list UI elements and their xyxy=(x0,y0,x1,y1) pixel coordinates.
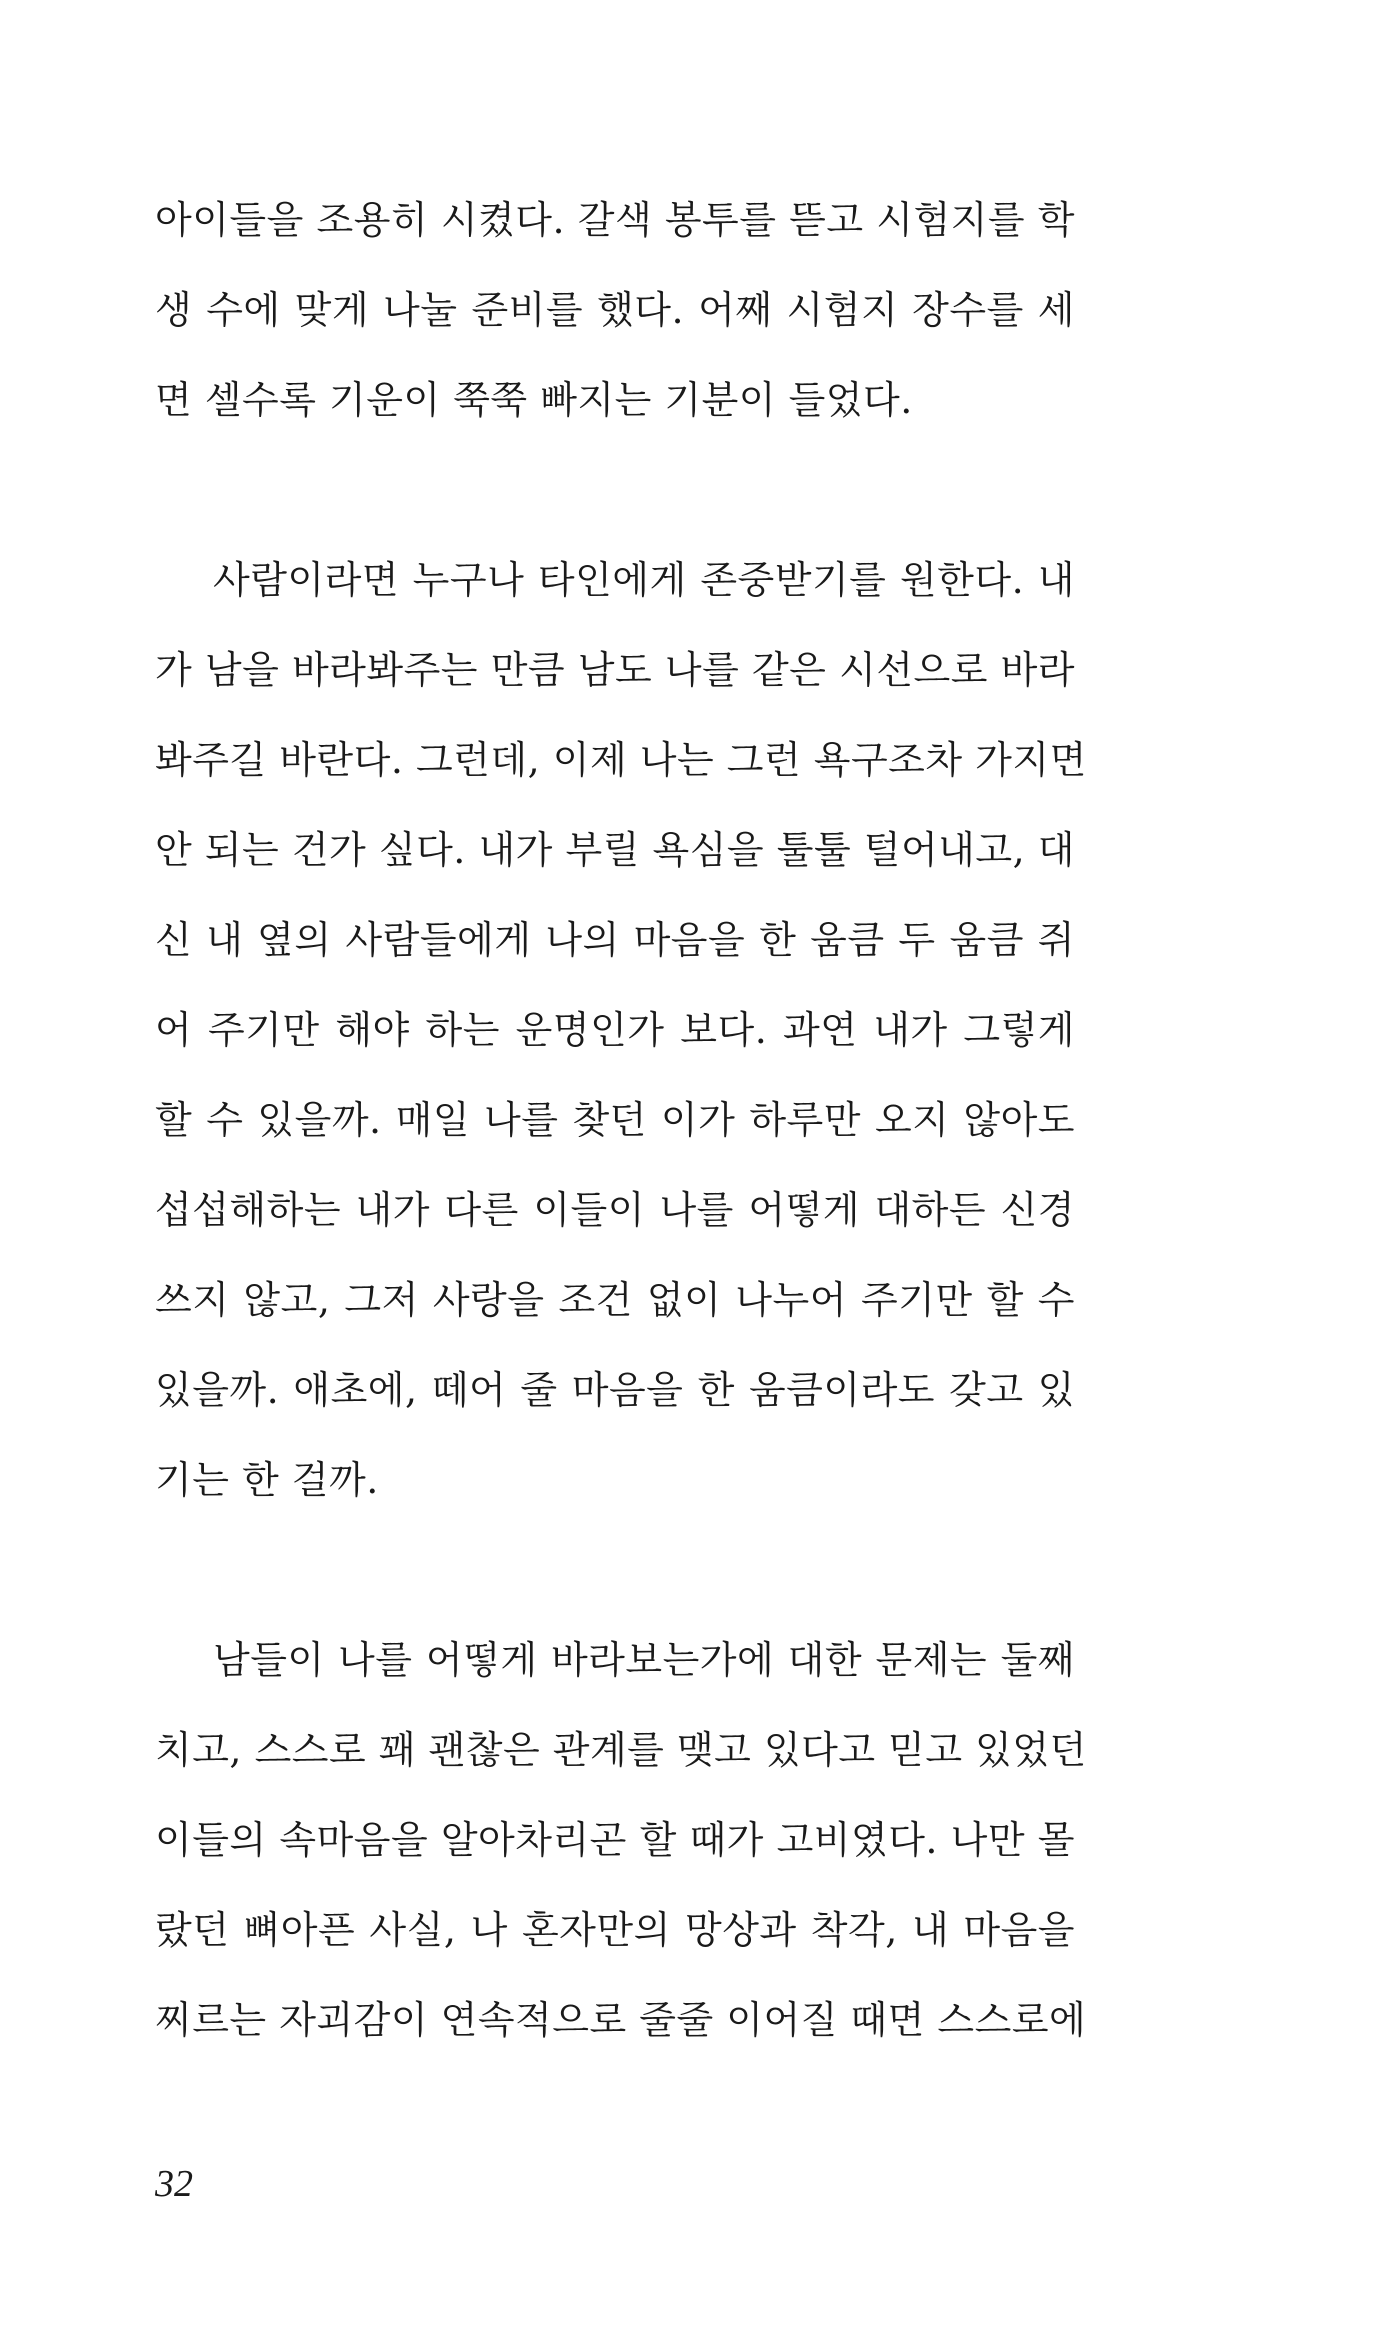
text-line: 면 셀수록 기운이 쭉쭉 빠지는 기분이 들었다. xyxy=(155,378,913,422)
text-line: 가 남을 바라봐주는 만큼 남도 나를 같은 시선으로 바라 xyxy=(155,648,1075,692)
text-line: 어 주기만 해야 하는 운명인가 보다. 과연 내가 그렇게 xyxy=(155,1008,1075,1052)
text-line: 할 수 있을까. 매일 나를 찾던 이가 하루만 오지 않아도 xyxy=(155,1098,1075,1142)
text-line: 기는 한 걸까. xyxy=(155,1458,379,1502)
text-line: 남들이 나를 어떻게 바라보는가에 대한 문제는 둘째 xyxy=(213,1638,1075,1682)
text-line: 쓰지 않고, 그저 사랑을 조건 없이 나누어 주기만 할 수 xyxy=(155,1278,1075,1322)
text-line: 봐주길 바란다. 그런데, 이제 나는 그런 욕구조차 가지면 xyxy=(155,738,1087,782)
paragraph-2 xyxy=(155,535,1087,1525)
text-line: 찌르는 자괴감이 연속적으로 줄줄 이어질 때면 스스로에 xyxy=(155,1998,1087,2042)
text-line: 랐던 뼈아픈 사실, 나 혼자만의 망상과 착각, 내 마음을 xyxy=(155,1908,1075,1952)
text-line: 안 되는 건가 싶다. 내가 부릴 욕심을 툴툴 털어내고, 대 xyxy=(155,828,1075,872)
paragraph-3 xyxy=(155,1615,1087,2065)
text-line: 섭섭해하는 내가 다른 이들이 나를 어떻게 대하든 신경 xyxy=(155,1188,1075,1232)
paragraph-1 xyxy=(155,175,1075,445)
text-line: 신 내 옆의 사람들에게 나의 마음을 한 움큼 두 움큼 쥐 xyxy=(155,918,1075,962)
text-line: 생 수에 맞게 나눌 준비를 했다. 어째 시험지 장수를 세 xyxy=(155,288,1075,332)
text-line: 치고, 스스로 꽤 괜찮은 관계를 맺고 있다고 믿고 있었던 xyxy=(155,1728,1087,1772)
text-line: 아이들을 조용히 시켰다. 갈색 봉투를 뜯고 시험지를 학 xyxy=(155,198,1075,242)
text-line: 사람이라면 누구나 타인에게 존중받기를 원한다. 내 xyxy=(213,558,1075,602)
page-number: 32 xyxy=(155,2163,193,2205)
text-line: 있을까. 애초에, 떼어 줄 마음을 한 움큼이라도 갖고 있 xyxy=(155,1368,1075,1412)
text-line: 이들의 속마음을 알아차리곤 할 때가 고비였다. 나만 몰 xyxy=(155,1818,1075,1862)
